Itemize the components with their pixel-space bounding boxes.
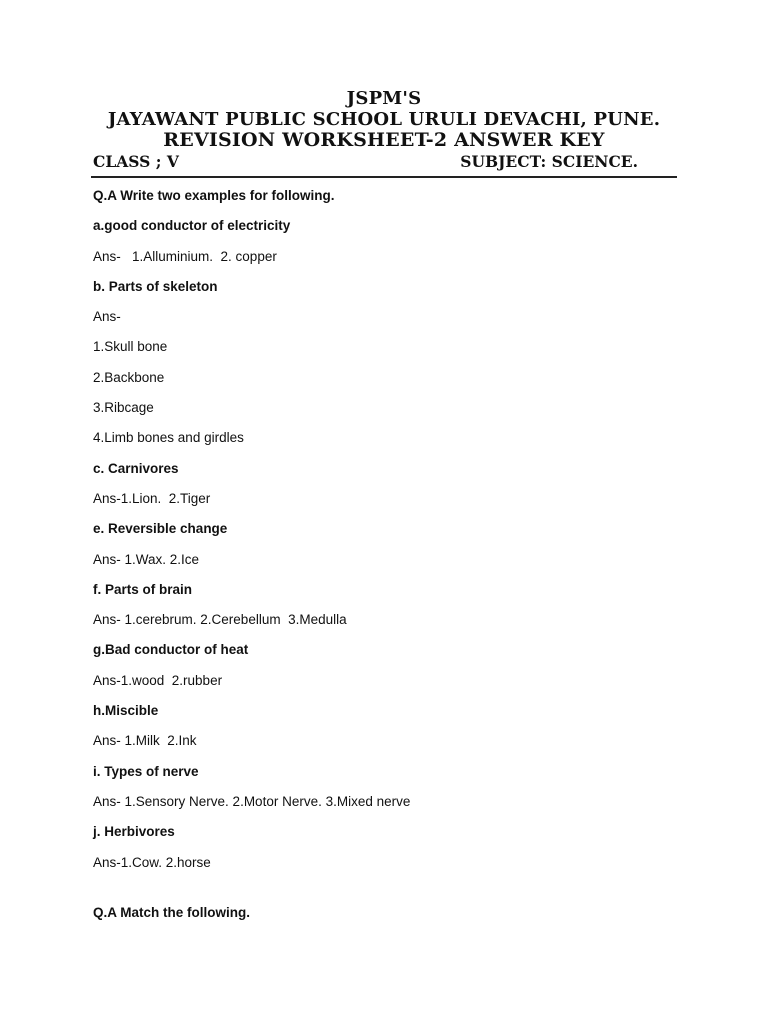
answer-line: Ans-1.Lion. 2.Tiger (93, 490, 211, 506)
sub-question: g.Bad conductor of heat (93, 642, 249, 658)
class-label: CLASS ; V (93, 152, 179, 171)
answer-line: Ans-1.Cow. 2.horse (93, 854, 211, 870)
answer-line: Ans- 1.Sensory Nerve. 2.Motor Nerve. 3.Mixed nerve (93, 793, 411, 809)
answer-line: Ans- 1.cerebrum. 2.Cerebellum 3.Medulla (93, 612, 347, 628)
sub-question: h.Miscible (93, 703, 159, 719)
header-line-school-group: JSPM'S (346, 88, 422, 109)
sub-question: a.good conductor of electricity (93, 218, 291, 234)
answer-line: Ans-1.wood 2.rubber (93, 672, 223, 688)
answer-line: Ans- 1.Alluminium. 2. copper (93, 248, 277, 264)
answer-line: Ans- 1.Wax. 2.Ice (93, 551, 200, 567)
question-heading: Q.A Match the following. (93, 904, 250, 920)
answer-line: Ans- 1.Milk 2.Ink (93, 733, 197, 749)
document-title: REVISION WORKSHEET-2 ANSWER KEY (163, 129, 605, 151)
sub-question: f. Parts of brain (93, 581, 193, 597)
sub-question: i. Types of nerve (93, 763, 199, 779)
sub-question: c. Carnivores (93, 460, 179, 476)
answer-line: Ans- (93, 309, 121, 325)
header-divider (91, 176, 677, 178)
answer-line: 4.Limb bones and girdles (93, 430, 244, 446)
header-line-school-name: JAYAWANT PUBLIC SCHOOL URULI DEVACHI, PUNE. (107, 109, 661, 130)
question-heading: Q.A Write two examples for following. (93, 188, 335, 203)
answer-line: 1.Skull bone (93, 339, 168, 355)
document-header (0, 88, 768, 151)
subject-label: SUBJECT: SCIENCE. (460, 152, 638, 171)
answer-line: 3.Ribcage (93, 400, 154, 416)
sub-question: b. Parts of skeleton (93, 278, 218, 294)
class-subject-row (93, 152, 638, 172)
sub-question: e. Reversible change (93, 521, 228, 537)
sub-question: j. Herbivores (93, 824, 175, 840)
answer-line: 2.Backbone (93, 369, 165, 385)
answer-list (93, 186, 693, 933)
